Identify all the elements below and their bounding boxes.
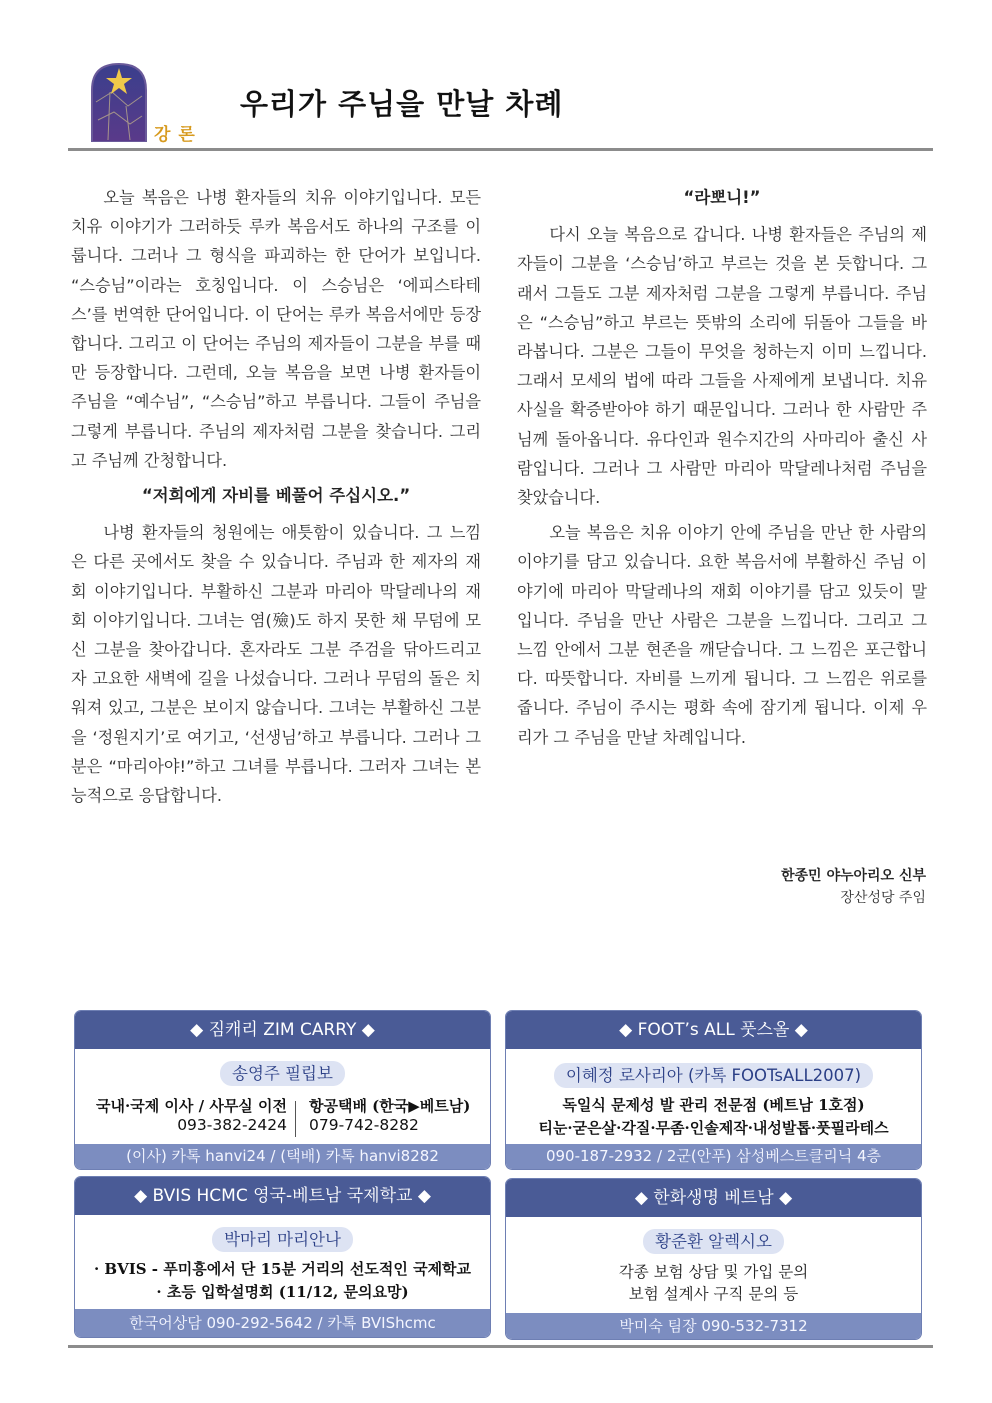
article-paragraph: 나병 환자들의 청원에는 애틋함이 있습니다. 그 느낌은 다른 곳에서도 찾을 수 있습니다. 주님과 한 제자의 재회 이야기입니다. 부활하신 그분과 마리아 막달레나의 재회 이야기입니다. 그녀는 염(殮)도 하지 못한 채 무덤에 모신 그분을 찾아갑니다. 혼자라도 그분 주검을 닦아드리고자 고요한 새벽에 길을 나섰습니다. 그러나 무덤의 돌은 치워져 있고, 그분은 보이지 않습니다. 그녀는 부활하신 그분을 ‘정원지기’로 여기고, ‘선생님’하고 부릅니다. 그러나 그분은 “마리아야!”하고 그녀를 부릅니다. 그러자 그녀는 본능적으로 응답합니다.	[71, 523, 481, 806]
page-title: 우리가 주님을 만날 차례	[240, 87, 564, 121]
ad-phone: 079-742-8282	[309, 1116, 419, 1134]
ad-phone: 093-382-2424	[177, 1116, 287, 1134]
ad-hanwha-life	[505, 1178, 922, 1340]
ad-footer: 박미숙 팀장 090-532-7312	[506, 1313, 921, 1339]
divider	[295, 1101, 296, 1137]
ad-line: · 초등 입학설명회 (11/12, 문의요망)	[156, 1283, 409, 1301]
ad-line: 독일식 문제성 발 관리 전문점 (베트남 1호점)	[562, 1096, 865, 1114]
ad-footer: (이사) 카톡 hanvi24 / (택배) 카톡 hanvi8282	[75, 1144, 490, 1169]
author-role: 장산성당 주임	[840, 890, 926, 906]
ad-title: ◆ BVIS HCMC 영국-베트남 국제학교 ◆	[75, 1177, 490, 1215]
article-subheading: “라뽀니!”	[683, 188, 761, 207]
header-divider	[68, 148, 933, 151]
ad-zim-carry	[74, 1010, 491, 1170]
article-paragraph: 오늘 복음은 치유 이야기 안에 주님을 만난 한 사람의 이야기를 담고 있습니다. 요한 복음서에 부활하신 주님 이야기에 마리아 막달레나의 재회 이야기를 담고 있듯이 말입니다. 주님을 만난 사람은 그분을 느낍니다. 그리고 그 느낌 안에서 그분 현존을 깨닫습니다. 그 느낌은 포근합니다. 따뜻합니다. 자비를 느끼게 됩니다. 그 느낌은 위로를 줍니다. 주님이 주시는 평화 속에 잠기게 됩니다. 이제 우리가 그 주님을 만날 차례입니다.	[517, 523, 927, 747]
ad-line: 각종 보험 상담 및 가입 문의	[618, 1263, 809, 1281]
ad-contact-person: 송영주 필립보	[220, 1061, 345, 1086]
ad-footer: 한국어상담 090-292-5642 / 카톡 BVIShcmc	[75, 1309, 490, 1337]
person-name: 이혜정 로사리아	[565, 1066, 683, 1085]
person-note: (카톡 FOOTsALL2007)	[688, 1066, 862, 1085]
stained-glass-window-icon	[90, 62, 148, 142]
article-paragraph: 오늘 복음은 나병 환자들의 치유 이야기입니다. 모든 치유 이야기가 그러하듯 루카 복음서도 하나의 구조를 이룹니다. 그러나 그 형식을 파괴하는 한 단어가 보입니다. “스승님”이라는 호칭입니다. 이 스승님은 ‘에피스타테스’를 번역한 단어입니다. 이 단어는 루카 복음서에만 등장합니다. 그리고 이 단어는 주님의 제자들이 그분을 부를 때만 등장합니다. 그런데, 오늘 복음을 보면 나병 환자들이 주님을 “예수님”, “스승님”하고 부릅니다. 그들이 주님을 그렇게 부릅니다. 주님의 제자처럼 그분을 찾습니다. 그리고 주님께 간청합니다.	[71, 188, 481, 470]
page-header	[68, 60, 933, 150]
article-right-column	[517, 183, 927, 758]
author-signature	[781, 865, 926, 909]
article-subheading: “저희에게 자비를 베풀어 주십시오.”	[141, 486, 411, 506]
ad-contact-person: 박마리 마리안나	[212, 1227, 353, 1252]
article-paragraph: 다시 오늘 복음으로 갑니다. 나병 환자들은 주님의 제자들이 그분을 ‘스승님’하고 부르는 것을 본 듯합니다. 그래서 그들도 그분 제자처럼 그분을 그렇게 부릅니다. 주님은 “스승님”하고 부르는 뜻밖의 소리에 뒤돌아 그들을 바라봅니다. 그분은 그들이 무엇을 청하는지 이미 느낍니다. 그래서 모세의 법에 따라 그들을 사제에게 보냅니다. 치유 사실을 확증받아야 하기 때문입니다. 그러나 한 사람만 주님께 돌아옵니다. 유다인과 원수지간의 사마리아 출신 사람입니다. 그러나 그 사람만 마리아 막달레나처럼 주님을 찾았습니다.	[517, 225, 927, 508]
ad-contact-person: 황준환 알렉시오	[643, 1229, 784, 1254]
footer-divider	[68, 1345, 933, 1348]
author-name: 한종민 야누아리오 신부	[781, 868, 926, 884]
ad-service-label: 항공택배 (한국▶베트남)	[309, 1097, 471, 1115]
ad-footer: 090-187-2932 / 2군(안푸) 삼성베스트클리닉 4층	[506, 1144, 921, 1169]
ad-title: ◆ 짐캐리 ZIM CARRY ◆	[75, 1011, 490, 1049]
ad-contact-person	[554, 1063, 873, 1088]
ad-line: 보험 설계사 구직 문의 등	[628, 1285, 799, 1303]
ad-bvis	[74, 1176, 491, 1338]
article-left-column	[71, 183, 481, 816]
ad-foots-all	[505, 1010, 922, 1170]
ad-title: ◆ 한화생명 베트남 ◆	[506, 1179, 921, 1217]
ad-line: · BVIS - 푸미흥에서 단 15분 거리의 선도적인 국제학교	[93, 1260, 472, 1278]
ad-line: 티눈·굳은살·각질·무좀·인솔제작·내성발톱·풋필라테스	[538, 1119, 889, 1137]
ad-title: ◆ FOOT’s ALL 풋스올 ◆	[506, 1011, 921, 1049]
section-label: 강론	[154, 125, 203, 145]
ad-service-label: 국내·국제 이사 / 사무실 이전	[96, 1097, 287, 1115]
